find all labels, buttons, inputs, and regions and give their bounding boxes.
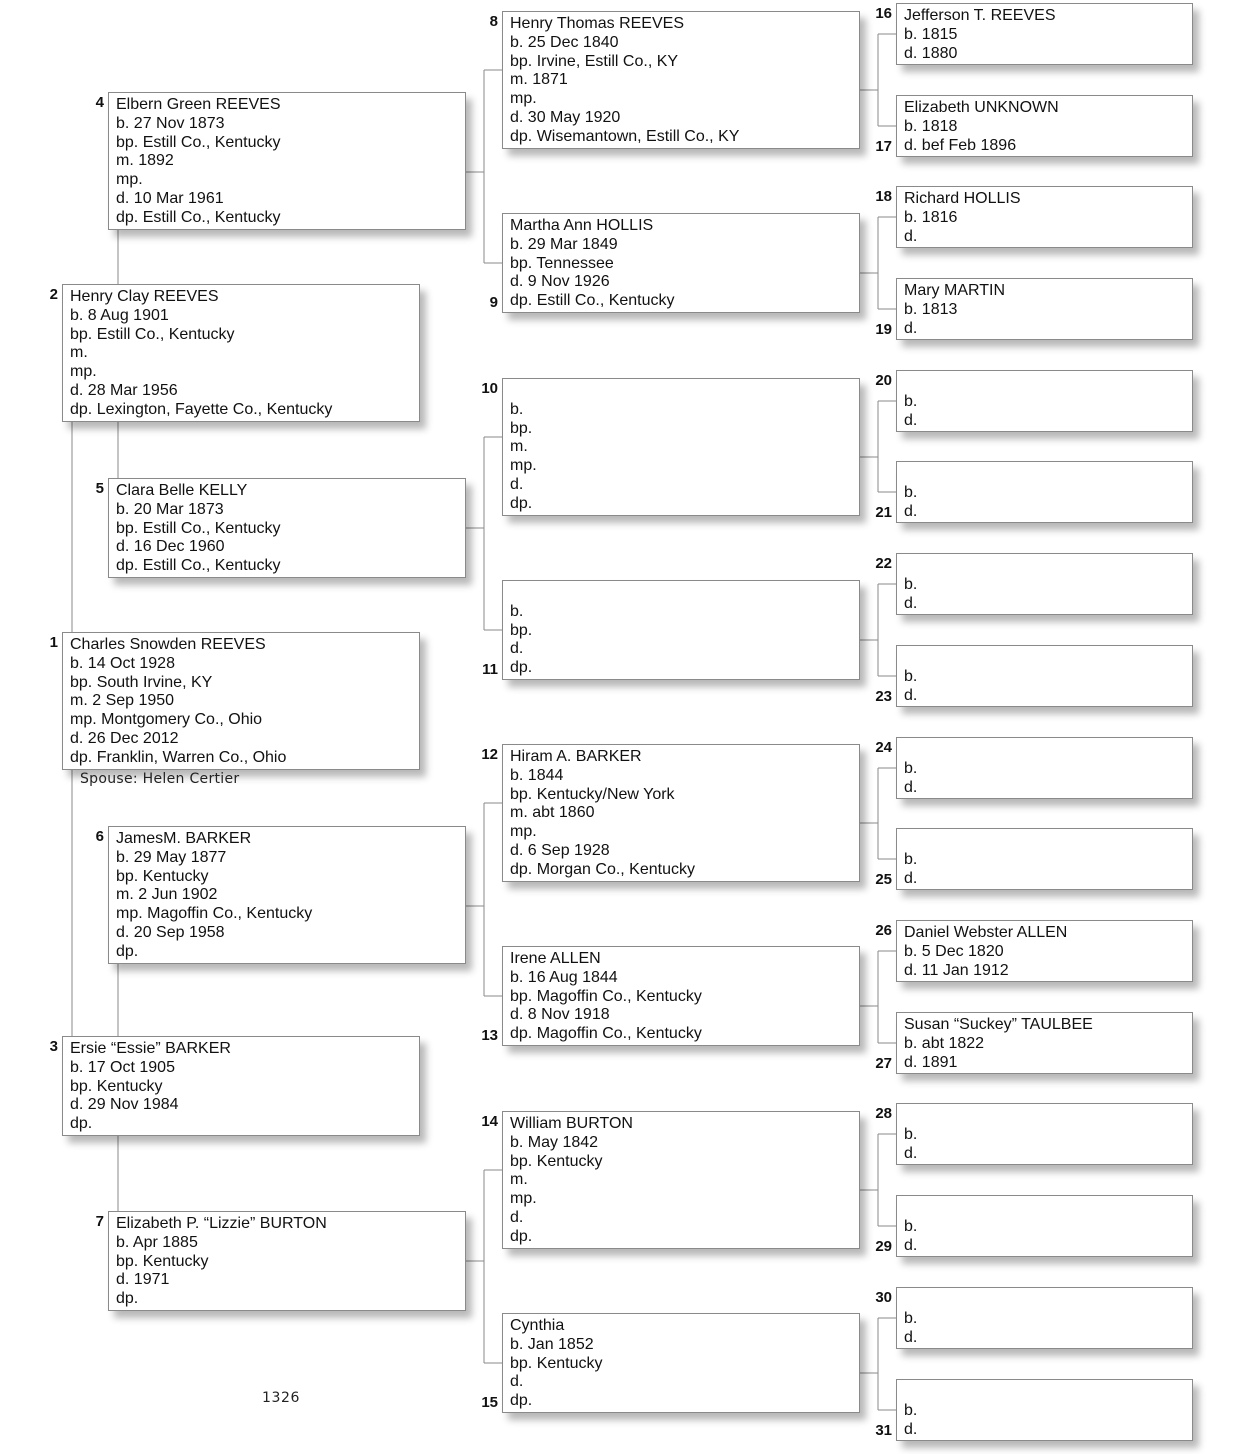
person-name: Cynthia (510, 1317, 565, 1334)
person-detail-line: d. (510, 1373, 524, 1391)
person-name: Elbern Green REEVES (116, 96, 281, 113)
person-number-25: 25 (875, 871, 892, 888)
person-detail-line: b. (510, 602, 524, 620)
person-name: Henry Clay REEVES (70, 288, 219, 305)
person-detail-line: d. 26 Dec 2012 (70, 729, 179, 747)
person-number-13: 13 (481, 1027, 498, 1044)
person-detail-line: m. 2 Sep 1950 (70, 692, 175, 710)
person-detail-line: d. (510, 475, 524, 493)
person-detail-line: bp. South Irvine, KY (70, 673, 213, 691)
person-detail-line: dp. (510, 1392, 533, 1410)
person-name (510, 382, 852, 401)
person-name (904, 1291, 1185, 1310)
person-name: Elizabeth UNKNOWN (904, 99, 1059, 116)
person-detail-line: b. 17 Oct 1905 (70, 1058, 175, 1076)
person-detail-line: d. bef Feb 1896 (904, 136, 1017, 154)
person-detail-line: dp. Magoffin Co., Kentucky (510, 1025, 702, 1043)
person-box-15[interactable] (502, 1313, 860, 1413)
person-detail-line: m. (510, 1171, 528, 1189)
person-detail-line: b. 1815 (904, 25, 958, 43)
person-box-24[interactable] (896, 737, 1193, 799)
person-number-9: 9 (489, 294, 498, 311)
person-number-31: 31 (875, 1422, 892, 1439)
person-detail-line: dp. (510, 494, 533, 512)
person-box-13[interactable] (502, 946, 860, 1046)
person-detail-line: m. abt 1860 (510, 804, 595, 822)
person-detail-line: b. 1813 (904, 300, 958, 318)
person-name: Martha Ann HOLLIS (510, 217, 654, 234)
person-detail-line: d. (510, 640, 524, 658)
person-name: Susan “Suckey” TAULBEE (904, 1016, 1093, 1033)
person-detail-line: b. (904, 759, 918, 777)
person-number-8: 8 (489, 13, 498, 30)
person-number-28: 28 (875, 1105, 892, 1122)
person-detail-line: d. 10 Mar 1961 (116, 189, 224, 207)
person-detail-line: m. 2 Jun 1902 (116, 886, 218, 904)
person-box-3[interactable] (62, 1036, 420, 1136)
person-number-2: 2 (49, 286, 58, 303)
person-detail-line: bp. Kentucky (116, 1252, 209, 1270)
person-box-20[interactable] (896, 370, 1193, 432)
person-detail-line: m. (510, 438, 528, 456)
person-box-7[interactable] (108, 1211, 466, 1311)
person-detail-line: bp. Estill Co., Kentucky (116, 519, 281, 537)
person-name: Jefferson T. REEVES (904, 7, 1056, 24)
person-detail-line: bp. Tennessee (510, 254, 614, 272)
person-detail-line: mp. (510, 1190, 537, 1208)
person-name (904, 649, 1185, 668)
person-detail-line: m. 1871 (510, 71, 568, 89)
person-detail-line: dp. Lexington, Fayette Co., Kentucky (70, 400, 333, 418)
person-detail-line: d. 6 Sep 1928 (510, 841, 610, 859)
person-detail-line: b. 5 Dec 1820 (904, 942, 1004, 960)
person-detail-line: bp. Estill Co., Kentucky (70, 325, 235, 343)
person-detail-line: b. Jan 1852 (510, 1335, 594, 1353)
person-box-5[interactable] (108, 478, 466, 578)
person-box-17[interactable] (896, 95, 1193, 157)
person-box-2[interactable] (62, 284, 420, 422)
person-box-23[interactable] (896, 645, 1193, 707)
person-number-5: 5 (95, 480, 104, 497)
person-box-31[interactable] (896, 1379, 1193, 1441)
person-detail-line: b. 1818 (904, 117, 958, 135)
person-detail-line: b. (904, 575, 918, 593)
person-detail-line: d. 1971 (116, 1271, 170, 1289)
person-detail-line: mp. (510, 457, 537, 475)
person-box-26[interactable] (896, 920, 1193, 982)
person-detail-line: b. (904, 850, 918, 868)
person-box-21[interactable] (896, 461, 1193, 523)
person-detail-line: mp. Montgomery Co., Ohio (70, 711, 263, 729)
person-name: Daniel Webster ALLEN (904, 924, 1068, 941)
person-detail-line: dp. Estill Co., Kentucky (116, 557, 281, 575)
person-detail-line: dp. Estill Co., Kentucky (510, 292, 675, 310)
person-detail-line: b. 25 Dec 1840 (510, 33, 619, 51)
person-detail-line: b. 27 Nov 1873 (116, 114, 225, 132)
person-detail-line: dp. Estill Co., Kentucky (116, 208, 281, 226)
person-detail-line: m. (70, 344, 88, 362)
person-name: Elizabeth P. “Lizzie” BURTON (116, 1215, 327, 1232)
person-detail-line: bp. Magoffin Co., Kentucky (510, 987, 702, 1005)
person-box-9[interactable] (502, 213, 860, 313)
person-number-11: 11 (482, 661, 498, 678)
person-detail-line: dp. (510, 1227, 533, 1245)
person-number-10: 10 (481, 380, 498, 397)
person-detail-line: dp. (510, 659, 533, 677)
person-detail-line: d. 11 Jan 1912 (904, 961, 1009, 979)
person-box-30[interactable] (896, 1287, 1193, 1349)
person-detail-line: d. (904, 319, 918, 337)
person-detail-line: d. (904, 411, 918, 429)
person-number-22: 22 (875, 555, 892, 572)
person-detail-line: d. (904, 502, 918, 520)
person-detail-line: bp. Kentucky (70, 1077, 163, 1095)
person-detail-line: mp. Magoffin Co., Kentucky (116, 905, 313, 923)
person-name (904, 832, 1185, 851)
person-name: Richard HOLLIS (904, 190, 1021, 207)
person-number-24: 24 (875, 739, 892, 756)
person-box-29[interactable] (896, 1195, 1193, 1257)
person-number-4: 4 (95, 94, 104, 111)
person-name: Ersie “Essie” BARKER (70, 1040, 231, 1057)
person-detail-line: b. 1816 (904, 208, 958, 226)
person-detail-line: b. 20 Mar 1873 (116, 500, 224, 518)
person-box-8[interactable] (502, 11, 860, 149)
person-detail-line: d. (904, 869, 918, 887)
person-number-30: 30 (875, 1289, 892, 1306)
person-detail-line: b. (904, 1309, 918, 1327)
person-number-1: 1 (49, 634, 58, 651)
person-detail-line: b. (904, 667, 918, 685)
person-name (904, 1199, 1185, 1218)
person-name (904, 1107, 1185, 1126)
person-detail-line: bp. Kentucky (510, 1152, 603, 1170)
person-detail-line: bp. (510, 621, 533, 639)
person-detail-line: mp. (116, 171, 143, 189)
person-box-28[interactable] (896, 1103, 1193, 1165)
person-number-26: 26 (875, 922, 892, 939)
person-detail-line: b. abt 1822 (904, 1034, 985, 1052)
person-number-14: 14 (481, 1113, 498, 1130)
person-box-16[interactable] (896, 3, 1193, 65)
person-number-21: 21 (875, 504, 892, 521)
page-number: 1326 (262, 1390, 301, 1406)
person-box-1[interactable] (62, 632, 420, 770)
person-number-27: 27 (875, 1055, 892, 1072)
person-name: William BURTON (510, 1115, 633, 1132)
person-number-6: 6 (95, 828, 104, 845)
person-detail-line: b. (904, 392, 918, 410)
person-name (904, 465, 1185, 484)
person-name: Irene ALLEN (510, 950, 601, 967)
person-detail-line: d. 29 Nov 1984 (70, 1096, 179, 1114)
person-detail-line: d. 20 Sep 1958 (116, 923, 225, 941)
person-detail-line: d. 9 Nov 1926 (510, 273, 610, 291)
person-detail-line: bp. Irvine, Estill Co., KY (510, 52, 679, 70)
person-box-18[interactable] (896, 186, 1193, 248)
person-detail-line: b. (904, 1401, 918, 1419)
person-name: Charles Snowden REEVES (70, 636, 266, 653)
person-number-12: 12 (481, 746, 498, 763)
person-number-15: 15 (481, 1394, 498, 1411)
person-number-23: 23 (875, 688, 892, 705)
person-detail-line: bp. Estill Co., Kentucky (116, 133, 281, 151)
person-detail-line: dp. Franklin, Warren Co., Ohio (70, 748, 287, 766)
person-detail-line: b. Apr 1885 (116, 1233, 198, 1251)
person-name (510, 584, 852, 603)
person-number-3: 3 (49, 1038, 58, 1055)
person-number-29: 29 (875, 1238, 892, 1255)
person-name (904, 557, 1185, 576)
person-name: Hiram A. BARKER (510, 748, 642, 765)
person-detail-line: d. 30 May 1920 (510, 108, 621, 126)
person-detail-line: d. (904, 1236, 918, 1254)
person-box-11[interactable] (502, 580, 860, 680)
person-box-14[interactable] (502, 1111, 860, 1249)
person-box-19[interactable] (896, 278, 1193, 340)
person-number-20: 20 (875, 372, 892, 389)
person-detail-line: b. 29 Mar 1849 (510, 235, 618, 253)
person-detail-line: d. 1880 (904, 44, 958, 62)
person-detail-line: b. 8 Aug 1901 (70, 306, 169, 324)
person-detail-line: b. May 1842 (510, 1133, 599, 1151)
person-detail-line: dp. Morgan Co., Kentucky (510, 860, 695, 878)
spouse-note: Spouse: Helen Certier (80, 771, 240, 787)
person-detail-line: b. (510, 400, 524, 418)
person-name: Henry Thomas REEVES (510, 15, 684, 32)
person-box-12[interactable] (502, 744, 860, 882)
person-detail-line: b. 16 Aug 1844 (510, 968, 618, 986)
person-number-17: 17 (875, 138, 892, 155)
person-detail-line: d. (904, 1420, 918, 1438)
person-detail-line: d. (904, 686, 918, 704)
person-name (904, 741, 1185, 760)
person-detail-line: d. (904, 1144, 918, 1162)
person-detail-line: d. (904, 227, 918, 245)
person-detail-line: m. 1892 (116, 152, 174, 170)
person-box-22[interactable] (896, 553, 1193, 615)
person-detail-line: mp. (70, 363, 97, 381)
person-name: Clara Belle KELLY (116, 482, 248, 499)
person-detail-line: mp. (510, 823, 537, 841)
person-box-10[interactable] (502, 378, 860, 516)
person-detail-line: b. (904, 1217, 918, 1235)
person-detail-line: dp. (116, 942, 139, 960)
person-detail-line: d. (510, 1208, 524, 1226)
person-detail-line: b. 14 Oct 1928 (70, 654, 175, 672)
person-detail-line: b. 29 May 1877 (116, 848, 227, 866)
person-detail-line: bp. Kentucky (510, 1354, 603, 1372)
person-number-19: 19 (875, 321, 892, 338)
person-name (904, 1383, 1185, 1402)
person-number-16: 16 (875, 5, 892, 22)
person-detail-line: d. 8 Nov 1918 (510, 1006, 610, 1024)
person-detail-line: dp. (70, 1115, 93, 1133)
person-name: Mary MARTIN (904, 282, 1006, 299)
person-detail-line: d. 16 Dec 1960 (116, 538, 225, 556)
person-box-27[interactable] (896, 1012, 1193, 1074)
person-detail-line: dp. (116, 1290, 139, 1308)
person-detail-line: d. (904, 594, 918, 612)
person-detail-line: bp. (510, 419, 533, 437)
person-box-25[interactable] (896, 828, 1193, 890)
person-detail-line: bp. Kentucky/New York (510, 785, 675, 803)
person-detail-line: d. (904, 778, 918, 796)
person-detail-line: b. (904, 1125, 918, 1143)
person-detail-line: b. (904, 483, 918, 501)
person-box-6[interactable] (108, 826, 466, 964)
person-number-7: 7 (95, 1213, 104, 1230)
person-detail-line: bp. Kentucky (116, 867, 209, 885)
person-number-18: 18 (875, 188, 892, 205)
person-detail-line: d. 28 Mar 1956 (70, 381, 178, 399)
person-detail-line: d. 1891 (904, 1053, 958, 1071)
person-name (904, 374, 1185, 393)
person-detail-line: mp. (510, 90, 537, 108)
person-name: JamesM. BARKER (116, 830, 252, 847)
person-detail-line: b. 1844 (510, 766, 564, 784)
person-detail-line: dp. Wisemantown, Estill Co., KY (510, 127, 740, 145)
person-detail-line: d. (904, 1328, 918, 1346)
person-box-4[interactable] (108, 92, 466, 230)
